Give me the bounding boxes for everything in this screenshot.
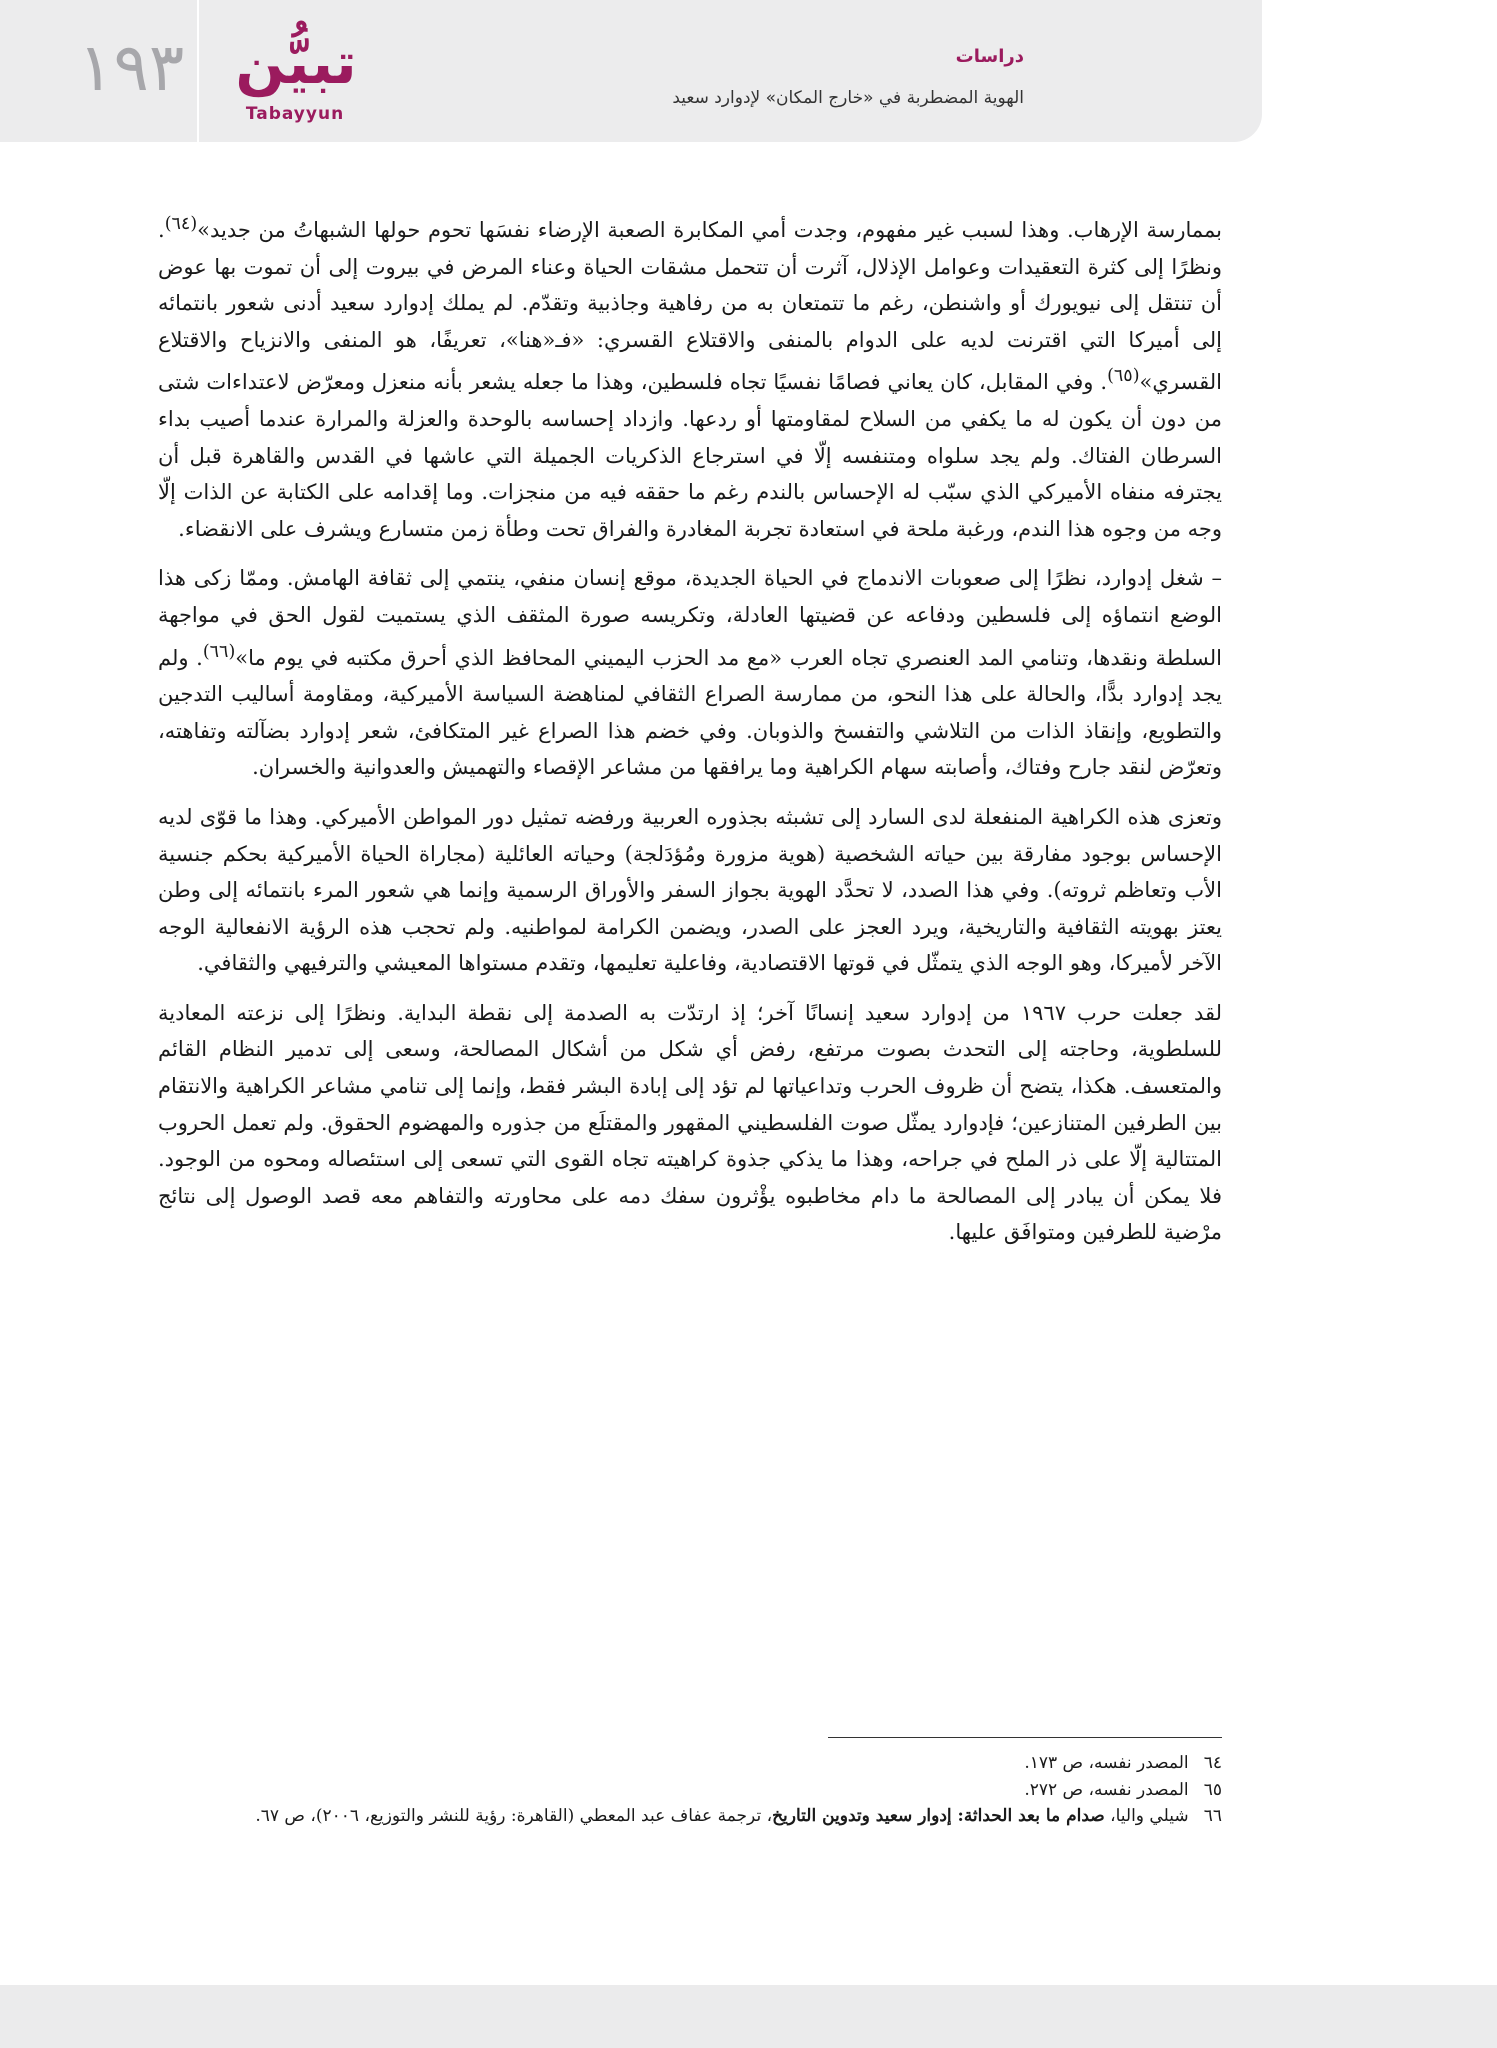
running-title: الهوية المضطربة في «خارج المكان» لإدوارد سعيد <box>672 88 1024 108</box>
footnote-65 <box>158 1777 1222 1804</box>
section-label: دراسات <box>955 46 1024 67</box>
paragraph-2 <box>158 560 1222 786</box>
paragraph-text: لقد جعلت حرب ١٩٦٧ من إدوارد سعيد إنسانًا آخر؛ إذ ارتدّت به الصدمة إلى نقطة البداية. ونظرًا إلى نزعته المعادية للسلطوية، وحاجته إلى التحدث بصوت مرتفع، رفض أي شكل من أشكال المصالحة، وسعى إلى تدمير النظام القائم والمتعسف. هكذا، يتضح أن ظروف الحرب وتداعياتها لم تؤد إلى إبادة البشر فقط، وإنما إلى تنامي مشاعر الكراهية والانتقام بين الطرفين المتنازعين؛ فإدوارد يمثّل صوت الفلسطيني المقهور والمقتلَع من جذوره والمهضوم الحقوق. ولم تعمل الحروب المتتالية إلّا على ذر الملح في جراحه، وهذا ما يذكي جذوة كراهيته تجاه القوى التي تسعى إلى استئصاله ومحوه من الوجود. فلا يمكن أن يبادر إلى المصالحة ما دام مخاطبوه يؤْثرون سفك دمه على محاورته والتفاهم معه قصد الوصول إلى نتائج مرْضية للطرفين ومتوافَق عليها. <box>158 1000 1222 1245</box>
footnote-ref: (٦٤) <box>164 214 198 234</box>
footnote-number: ٦٥ <box>1203 1779 1222 1800</box>
footnote-ref: (٦٥) <box>1107 366 1140 387</box>
page-footer-band <box>0 1985 1497 2048</box>
paragraph-4 <box>158 995 1222 1251</box>
header-divider <box>197 0 199 142</box>
paragraph-text: . ونظرًا إلى كثرة التعقيدات وعوامل الإذلال، آثرت أن تتحمل مشقات الحياة وعناء المرض في بيروت إلى أن تموت بها عوض أن تنتقل إلى نيويورك أو واشنطن، رغم ما تتمتعان به من رفاهية وجاذبية وتقدّم. لم يملك إدوارد سعيد أدنى شعور بانتمائه إلى أميركا التي اقترنت لديه على الدوام بالمنفى والاقتلاع القسري: «فـ«هنا»، تعريفًا، هو المنفى والانزياح والاقتلاع القسري» <box>158 218 1222 395</box>
paragraph-text: . وفي المقابل، كان يعاني فصامًا نفسيًا تجاه فلسطين، وهذا ما جعله يشعر بأنه منعزل ومعرّض لاعتداءات شتى من دون أن يكون له ما يكفي من السلاح لمقاومتها أو ردعها. وازداد إحساسه بالوحدة والعزلة والمرارة عندما أصيب بداء السرطان الفتاك. ولم يجد سلواه ومتنفسه إلّا في استرجاع الذكريات الجميلة التي عاشها في القدس والقاهرة قبل أن يجترفه منفاه الأميركي الذي سبّب له الإحساس بالندم رغم ما حققه فيه من منجزات. وما إقدامه على الكتابة عن الذات إلّا وجه من وجوه هذا الندم، ورغبة ملحة في استعادة تجربة المغادرة والفراق تحت وطأة زمن متسارع ويشرف على الانقضاء. <box>158 370 1222 541</box>
paragraph-text: وتعزى هذه الكراهية المنفعلة لدى السارد إلى تشبثه بجذوره العربية ورفضه تمثيل دور المواطن الأميركي. وهذا ما قوّى لديه الإحساس بوجود مفارقة بين حياته الشخصية (هوية مزورة ومُؤدَلجة) وحياته العائلية (مجاراة الحياة الأميركية بحكم جنسية الأب وتعاظم ثروته). وفي هذا الصدد، لا تحدَّد الهوية بجواز السفر والأوراق الرسمية وإنما هي شعور المرء بانتمائه إلى وطن يعتز بهويته الثقافية والتاريخية، ويرد العجز على الصدر، ويضمن الكرامة لمواطنيه. ولم تحجب هذه الرؤية الانفعالية الوجه الآخر لأميركا، وهو الوجه الذي يتمثّل في قوتها الاقتصادية، وفاعلية تعليمها، وتقدم مستواها المعيشي والترفيهي والثقافي. <box>158 804 1222 976</box>
footnote-separator <box>828 1737 1222 1738</box>
header-margin <box>1262 0 1497 2048</box>
paragraph-text: بممارسة الإرهاب. وهذا لسبب غير مفهوم، وجدت أمي المكابرة الصعبة الإرضاء نفسَها تحوم حولها الشبهاتُ من جديد» <box>197 218 1222 242</box>
footnote-64 <box>158 1750 1222 1777</box>
logo-latin-wordmark: Tabayyun <box>245 104 345 124</box>
page-header <box>0 0 1262 142</box>
paragraph-text: . ولم يجد إدوارد بدًّا، والحالة على هذا النحو، من ممارسة الصراع الثقافي لمناهضة السياسة الأميركية، ومقاومة أساليب التدجين والتطويع، وإنقاذ الذات من التلاشي والتفسخ والذوبان. وفي خضم هذا الصراع غير المتكافئ، شعر إدوارد بضآلته وتفاهته، وتعرّض لنقد جارح وفتاك، وأصابته سهام الكراهية وما يرافقها من مشاعر الإقصاء والتهميش والعدوانية والخسران. <box>158 645 1222 780</box>
logo-arabic-wordmark: تبيُّن <box>235 29 357 97</box>
footnote-66 <box>158 1803 1222 1830</box>
footnote-text: المصدر نفسه، ص ٢٧٢. <box>1024 1779 1189 1800</box>
footnote-text: المصدر نفسه، ص ١٧٣. <box>1024 1753 1189 1773</box>
footnote-number: ٦٦ <box>1203 1806 1222 1826</box>
footnote-text: ، ترجمة عفاف عبد المعطي (القاهرة: رؤية للنشر والتوزيع، ٢٠٠٦)، ص ٦٧. <box>255 1806 773 1826</box>
footnotes <box>158 1750 1222 1830</box>
footnote-ref: (٦٦) <box>202 641 236 662</box>
footnote-text: شيلي واليا، <box>1104 1806 1189 1826</box>
paragraph-1 <box>158 206 1222 547</box>
footnote-book-title: صدام ما بعد الحداثة: إدوار سعيد وتدوين التاريخ <box>772 1806 1105 1826</box>
paragraph-text: – شغل إدوارد، نظرًا إلى صعوبات الاندماج في الحياة الجديدة، موقع إنسان منفي، ينتمي إلى ثقافة الهامش. وممّا زكى هذا الوضع انتماؤه إلى فلسطين ودفاعه عن قضيتها العادلة، وتكريسه صورة المثقف الذي يستميت لقول الحق في مواجهة السلطة ونقدها، وتنامي المد العنصري تجاه العرب «مع مد الحزب اليميني المحافظ الذي أحرق مكتبه في يوم ما» <box>158 566 1223 670</box>
page-number: ١٩٣ <box>78 29 185 106</box>
article-body <box>158 206 1222 1264</box>
journal-logo <box>216 22 376 132</box>
footnote-number: ٦٤ <box>1203 1753 1222 1773</box>
paragraph-3 <box>158 799 1222 982</box>
